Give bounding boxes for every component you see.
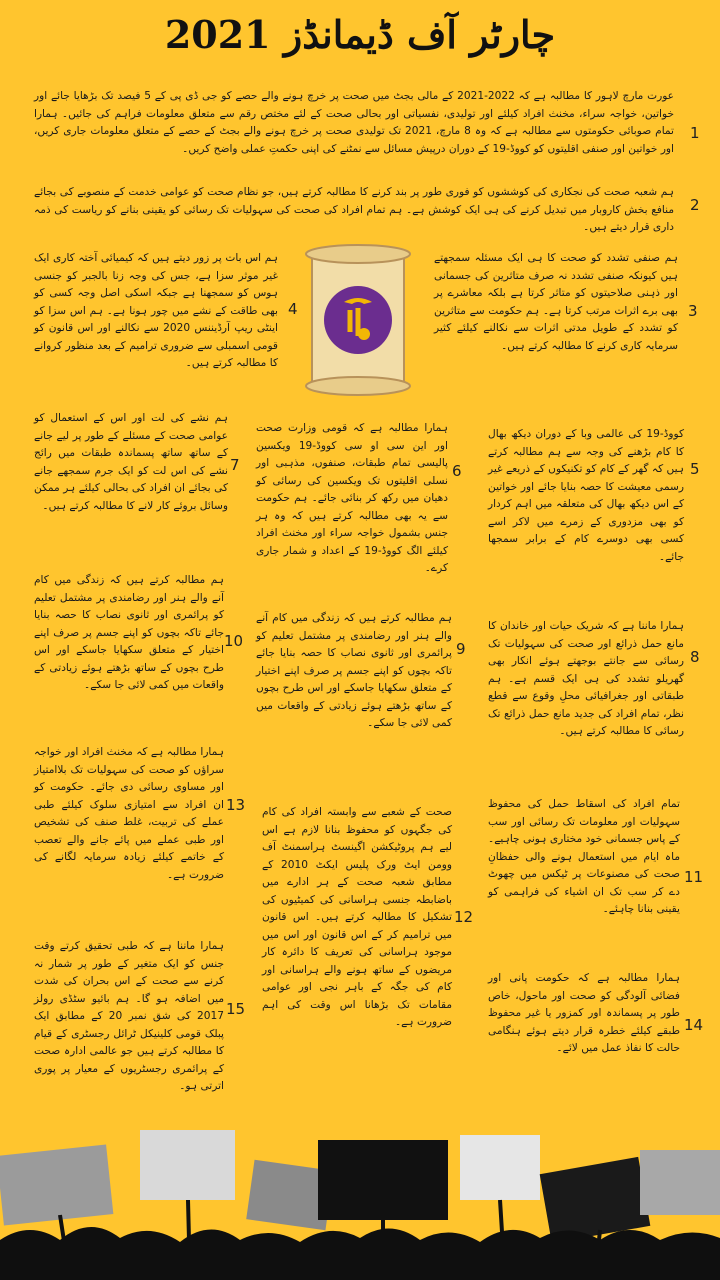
demand-15-text: ہمارا ماننا ہے کہ طبی تحقیق کرتے وقت جنس کو ایک متغیر کے طور پر شمار نہ کرنے سے صحت کے اس بحران کی شدت میں اضافہ ہو گا۔ ہم بائیو سٹڈی رولز 2017 کی شق نمبر 20 کے مطابق ایک پبلک قومی کلینیکل ٹرائل رجسٹری کے قیام کا مطالبہ کرتے ہیں جو عالمی ادارہ صحت کے پرائمری رجسٹریوں کے معیار پر پوری اترتی ہو۔ [34, 940, 224, 1092]
charter-scroll-logo [298, 240, 418, 400]
demand-11 [488, 796, 680, 919]
placard-light-2 [460, 1135, 540, 1200]
demand-15 [34, 938, 224, 1096]
placard-grey-left [0, 1144, 113, 1225]
demand-13 [34, 744, 224, 884]
scroll-bottom-roll [306, 377, 410, 395]
demand-2-number: 2 [690, 196, 700, 214]
demand-2-text: ہم شعبہ صحت کی نجکاری کی کوششوں کو فوری طور پر بند کرنے کا مطالبہ کرتے ہیں، جو نظام صحت کو عوامی خدمت کے منصوبے کی بجائے منافع بخش کاروبار میں تبدیل کرنے کی ہی ایک کوشش ہے۔ ہم تمام افراد کی صحت کی سہولیات تک رسائی کو یقینی بنانے کو ریاست کی ذمہ داری قرار دیتے ہیں۔ [34, 186, 674, 233]
protest-crowd-illustration [0, 1110, 720, 1280]
demand-8-text: ہمارا ماننا ہے کہ شریک حیات اور خاندان کا مانع حمل ذرائع اور صحت کی سہولیات تک رسائی سے جانتے بوجھتے ہوئے انکار بھی گھریلو تشدد کی ہی ایک قسم ہے۔ ہم طبقاتی اور جغرافیائی محلِ وقوع سے قطع نظر، تمام افراد کی جدید مانع حمل ذرائع تک رسائی کا مطالبہ کرتے ہیں۔ [488, 620, 684, 737]
demand-11-text: تمام افراد کی اسقاط حمل کی محفوظ سہولیات اور معلومات تک رسائی اور سب کے پاس جسمانی خود مختاری ہونی چاہیے۔ ماہ ایام میں استعمال ہونے والی حفظانِ صحت کی مصنوعات پر ٹیکس میں چھوٹ دے کر سب تک ان اشیاء کی فراہمی کو یقینی بنانا چاہئے۔ [488, 798, 680, 915]
demand-4 [34, 250, 278, 373]
demand-8 [488, 618, 684, 741]
placard-black-center [318, 1140, 448, 1220]
demand-4-text: ہم اس بات پر زور دیتے ہیں کہ کیمیائی آختہ کاری ایک غیر موثر سزا ہے، جس کی وجہ زنا بالجبر کو جنسی ہوس کو سمجھنا ہے جبکہ اسکی اصل وجہ کسی کو بھی طاقت کے نشے میں چور ہونا ہے۔ ہم اس سزا کو اینٹی ریپ آرڈیننس 2020 سے نکالنے اور اس قانون کو قومی اسمبلی سے ضروری ترامیم کے بعد منظور کروانے کا مطالبہ کرتے ہیں۔ [34, 252, 279, 369]
demand-6-number: 6 [452, 462, 462, 480]
demand-3-number: 3 [688, 302, 698, 320]
demand-12 [262, 804, 452, 1032]
demand-14-text: ہمارا مطالبہ ہے کہ حکومت پانی اور فضائی آلودگی کو صحت اور ماحول، خاص طور پر پسماندہ اور کمزور یا غیر محفوظ طبقے کیلئے خطرہ قرار دیتے ہوئے ہنگامی حالت کا نفاذ عمل میں لائے۔ [488, 972, 680, 1054]
demand-2 [34, 184, 674, 237]
demand-14-number: 14 [684, 1016, 704, 1034]
demand-1 [34, 88, 674, 158]
demand-12-text: صحت کے شعبے سے وابستہ افراد کی کام کی جگہوں کو محفوظ بنانا لازم ہے اس لیے ہم پروٹیکشن اگینسٹ ہراسمنٹ آف وومن ایٹ ورک پلیس ایکٹ 2010 کے مطابق شعبہ صحت کے ہر ادارے میں باضابطہ جنسی ہراسانی کی کمیٹیوں کی تشکیل کا مطالبہ کرتے ہیں۔ اس قانون میں ترامیم کر کے اس قانون اور اس میں موجود ہراسانی کی تعریف کا دائرہ کار مریضوں کے ساتھ ہونے والے ہراسانی اور کام کی جگہ کے باہر نجی اور عوامی مقامات تک بڑھانا اس وقت کی اہم ضرورت ہے۔ [262, 806, 452, 1028]
demand-7-number: 7 [230, 456, 240, 474]
demand-3 [434, 250, 678, 355]
demand-10 [34, 572, 224, 695]
demand-15-number: 15 [226, 1000, 246, 1018]
demand-14 [488, 970, 680, 1058]
placard-light-1 [140, 1130, 235, 1200]
placard-grey-right [640, 1150, 720, 1215]
demand-6-text: ہمارا مطالبہ ہے کہ قومی وزارت صحت اور این سی او سی کووڈ-19 ویکسین پالیسی تمام طبقات، صنفوں، مذہبی اور نسلی اقلیتوں تک ویکسین کی رسائی کو دھیان میں رکھ کر بنائی جائے۔ ہم حکومت سے یہ بھی مطالبہ کرتے ہیں کہ وہ ہر جنس بشمول خواجہ سراء اور مخنث افراد کیلئے الگ کووڈ-19 کے اعداد و شمار جاری کرے۔ [256, 422, 449, 574]
demand-10-number: 10 [224, 632, 244, 650]
demand-5-text: کووڈ-19 کی عالمی وبا کے دوران دیکھ بھال کا کام بڑھنے کی وجہ سے ہم مطالبہ کرتے ہیں کہ گھر کے کام کو تکنیکوں کے ذریعے غیر رسمی معیشت کا حصہ بنایا جائے اور خواتین کے اس دیکھ بھال کی متعلقہ میں اہم کردار کو بھی مزدوری کے زمرے میں لاکر اسے کسی بھی دوسرے کام کے برابر سمجھا جائے۔ [488, 428, 684, 563]
demand-13-text: ہمارا مطالبہ ہے کہ مخنث افراد اور خواجہ سراؤں کو صحت کی سہولیات تک بلاامتیاز اور مساوی رسائی دی جائے۔ حکومت کو ان افراد سے امتیازی سلوک کیلئے طبی عملے کی تربیت، غلط صنف کی تشخیص اور طبی عملے میں پائے جانے والے تعصب کے خاتمے کیلئے زیادہ سرمایہ لگانے کی ضرورت ہے۔ [34, 746, 224, 881]
demand-8-number: 8 [690, 648, 700, 666]
demand-3-text: ہم صنفی تشدد کو صحت کا ہی ایک مسئلہ سمجھتے ہیں کیونکہ صنفی تشدد نہ صرف متاثرین کی جسمانی اور ذہنی صلاحیتوں کو متاثر کرتا ہے بلکہ معاشرے پر بھی برے اثرات مرتب کرتا ہے۔ ہم حکومت سے متاثرین کو تشدد کے طویل مدتی اثرات سے نکالنے کیلئے کثیر سرمایہ کاری کرنے کا مطالبہ کرتے ہیں۔ [434, 252, 678, 352]
scroll-top-roll [306, 245, 410, 263]
demand-1-number: 1 [690, 124, 700, 142]
demand-12-number: 12 [454, 908, 474, 926]
demand-6 [256, 420, 448, 578]
demand-9-number: 9 [456, 640, 466, 658]
demand-7 [34, 410, 228, 515]
demand-5 [488, 426, 684, 566]
demand-1-text: عورت مارچ لاہور کا مطالبہ ہے کہ 2022-2021 کے مالی بجٹ میں صحت پر خرچ ہونے والے حصے کو جی ڈی پی کے 5 فیصد تک بڑھایا جائے اور خواتین، خواجہ سراء، مخنث افراد کیلئے اور تولیدی، نفسیاتی اور بحالی صحت کے لئے مختص رقم سے متعلق معلومات فراہم کی جائیں۔ ہمارا تمام صوبائی حکومتوں سے مطالبہ ہے کہ وہ 8 مارچ، 2021 تک تولیدی صحت پر خرچ ہونے والے بجٹ کے حصے کے متعلق معلومات جاری کریں، اور خواتین اور صنفی اقلیتوں کو کووڈ-19 کے دوران درپیش مسائل سے نمٹنے کی اپنی حکمتِ عملی واضح کریں۔ [34, 90, 674, 155]
demand-5-number: 5 [690, 460, 700, 478]
demand-10-text: ہم مطالبہ کرتے ہیں کہ زندگی میں کام آنے والے ہنر اور رضامندی پر مشتمل تعلیم کو پرائمری اور ثانوی نصاب کا حصہ بنایا جائے تاکہ بچوں کو اپنے جسم پر صرف اپنے اختیار کے متعلق سکھایا جاسکے اور اس طرح بچوں کے ساتھ بڑھتے ہوئے زیادتی کے واقعات میں کمی لائی جا سکے۔ [34, 574, 224, 691]
demand-9 [256, 610, 452, 733]
demand-4-number: 4 [288, 300, 298, 318]
demand-7-text: ہم نشے کی لت اور اس کے استعمال کو عوامی صحت کے مسئلے کے طور پر لیے جانے کے ساتھ ساتھ پسماندہ طبقات میں رائج نشے کی اس لت کو ایک جرم سمجھے جانے کی بجائے ان افراد کی بحالی کیلئے ہر ممکن وسائل بروئے کار لانے کا مطالبہ کرتے ہیں۔ [34, 412, 228, 512]
demand-13-number: 13 [226, 796, 246, 814]
demand-9-text: ہم مطالبہ کرتے ہیں کہ زندگی میں کام آنے والے ہنر اور رضامندی پر مشتمل تعلیم کو پرائمری اور ثانوی نصاب کا حصہ بنایا جائے تاکہ بچوں کو اپنے جسم پر صرف اپنے اختیار کے متعلق سکھایا جاسکے اور اس طرح بچوں کے ساتھ بڑھتے ہوئے زیادتی کے واقعات میں کمی لائی جا سکے۔ [256, 612, 452, 729]
demand-11-number: 11 [684, 868, 704, 886]
page-title: چارٹر آف ڈیمانڈز 2021 [164, 12, 556, 57]
crowd-silhouette [0, 1227, 720, 1280]
